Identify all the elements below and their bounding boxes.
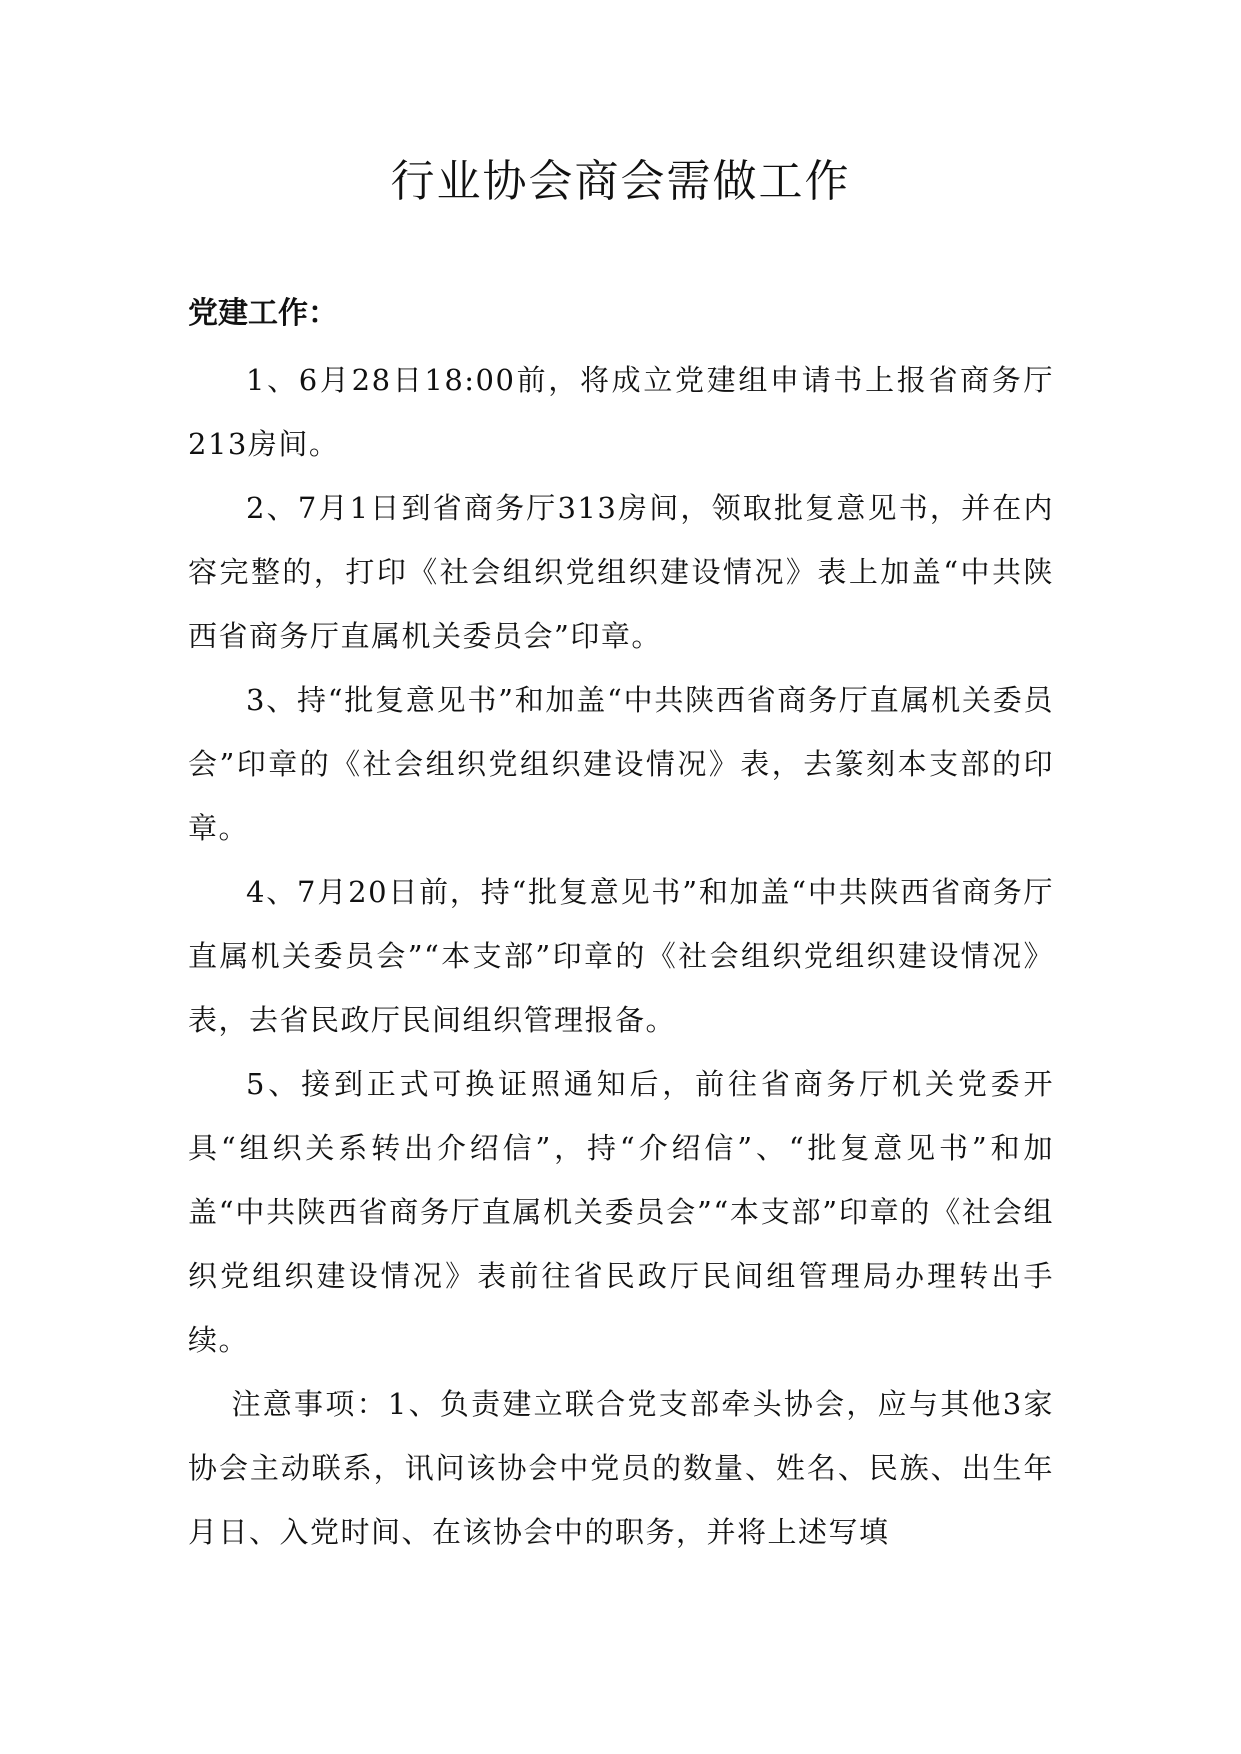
- paragraph-3: 3、持“批复意见书”和加盖“中共陕西省商务厅直属机关委员会”印章的《社会组织党组织建设情况》表，去篆刻本支部的印章。: [188, 683, 1054, 845]
- paragraph-5: 5、接到正式可换证照通知后，前往省商务厅机关党委开具“组织关系转出介绍信”，持“介绍信”、“批复意见书”和加盖“中共陕西省商务厅直属机关委员会”“本支部”印章的《社会组织党组织建设情况》表前往省民政厅民间组管理局办理转出手续。: [188, 1067, 1054, 1357]
- document-title: 行业协会商会需做工作: [390, 156, 851, 207]
- paragraph-1: 1、6月28日18:00前，将成立党建组申请书上报省商务厅213房间。: [188, 363, 1054, 461]
- section-heading: 党建工作：: [188, 296, 338, 331]
- paragraph-4: 4、7月20日前，持“批复意见书”和加盖“中共陕西省商务厅直属机关委员会”“本支部”印章的《社会组织党组织建设情况》表，去省民政厅民间组织管理报备。: [188, 875, 1054, 1037]
- paragraph-2: 2、7月1日到省商务厅313房间，领取批复意见书，并在内容完整的，打印《社会组织党组织建设情况》表上加盖“中共陕西省商务厅直属机关委员会”印章。: [188, 491, 1054, 653]
- notes-paragraph: 注意事项：1、负责建立联合党支部牵头协会，应与其他3家协会主动联系，讯问该协会中党员的数量、姓名、民族、出生年月日、入党时间、在该协会中的职务，并将上述写填: [188, 1387, 1054, 1549]
- document-body: [188, 348, 1054, 1564]
